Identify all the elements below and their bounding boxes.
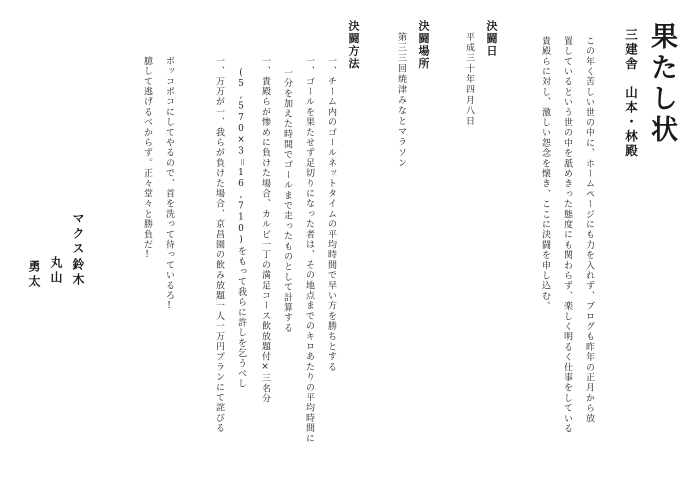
method-line: 一、ゴールを果たせず足切りになった者は、その地点までのキロあたりの平均時間に <box>304 56 314 444</box>
place-value: 第三三回焼津みなとマラソン <box>396 32 406 169</box>
signatory: マクス <box>71 212 85 257</box>
signatory: 勇太 <box>27 260 41 290</box>
method-line: 一、貴殿らが惨めに負けた場合、カルビ一丁の満足コース飲放題付×三名分 <box>260 56 270 404</box>
page-title: 果たし状 <box>646 22 677 146</box>
closing-line: 臆して逃げるべからず。正々堂々と勝負だ! <box>142 56 152 261</box>
intro-line: 貴殿らに対し、激しい怨念を懐き、ここに決闘を申し込む。 <box>540 36 550 312</box>
place-heading: 決闘場所 <box>417 20 430 70</box>
method-heading: 決闘方法 <box>347 20 360 70</box>
addressee: 三建舎 山本・林殿 <box>623 28 639 159</box>
intro-line: この年く苦しい世の中に、ホームページにも力を入れず、ブログも昨年の正月から放 <box>584 36 594 424</box>
intro-line: 置しているという世の中を舐めきった態度にも関わらず、楽しく明るく仕事をしている <box>562 36 572 434</box>
closing-line: ボッコボコにしてやるので、首を洗って待っているろ! <box>164 56 174 312</box>
date-value: 平成三十年四月八日 <box>464 32 474 127</box>
signatory: 鈴木 <box>71 258 85 288</box>
method-line: (5,570×3＝16,710)をもって我らに許しを乞うべし <box>236 68 246 389</box>
method-line: 一、万万が一、我らが負けた場合、京昌園の飲み放題一人一万円プランにて詫びる <box>214 56 224 434</box>
method-line: 一分を加えた時間でゴールまで走ったものとして計算する <box>282 68 292 334</box>
method-line: 一、チーム内のゴールネットタイムの平均時間で早い方を勝ちとする <box>326 56 336 373</box>
signatory: 丸山 <box>49 256 63 286</box>
date-heading: 決闘日 <box>485 20 498 58</box>
